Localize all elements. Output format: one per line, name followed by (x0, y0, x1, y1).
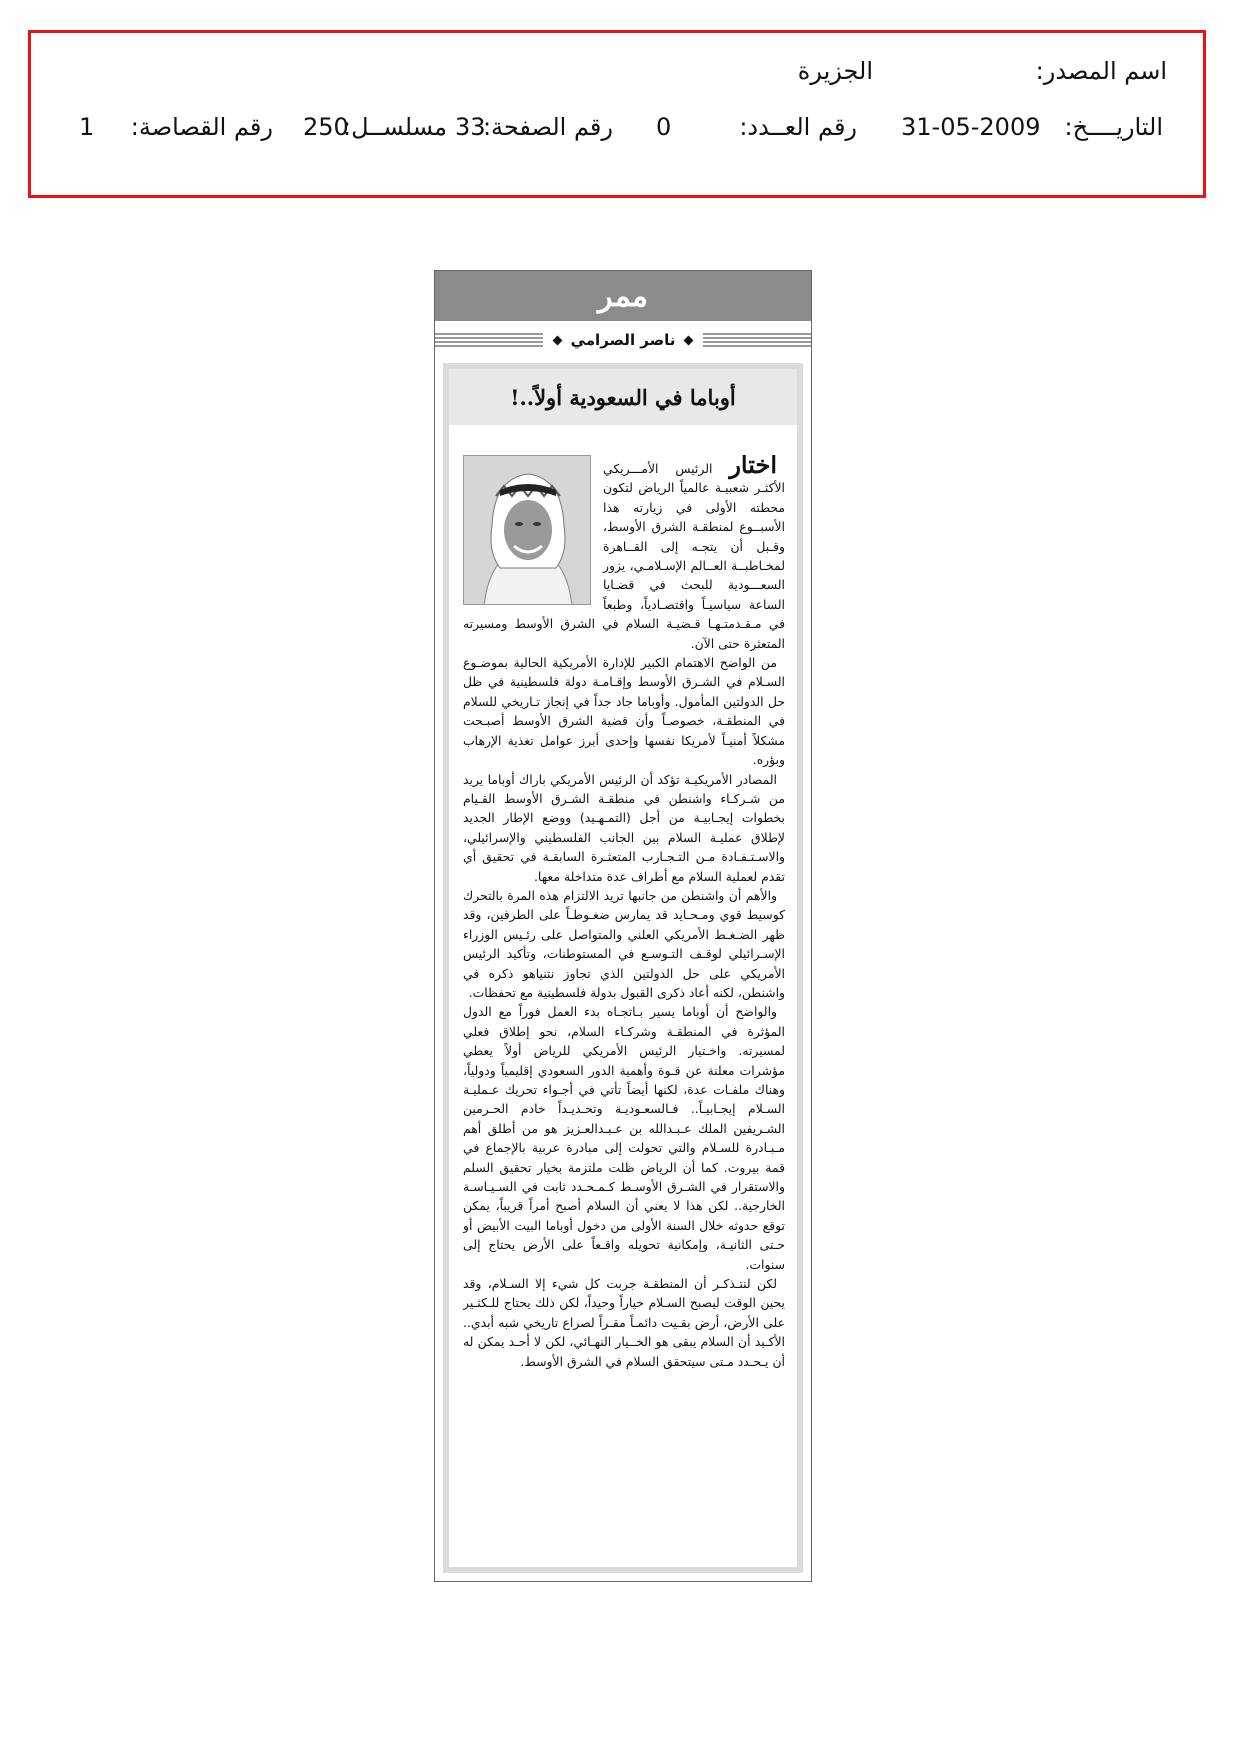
issue-label: رقم العــدد: (739, 113, 857, 141)
byline-stripes-left (435, 333, 543, 347)
serial-label: مسلســل: (343, 113, 447, 141)
byline (435, 327, 811, 353)
serial-value: 250 (303, 113, 349, 141)
paragraph-text: الرئيس الأمـــريكي الأكثـر شعبيـة عالمياً الرياض لتكون محطته الأولى في زيارته هذا الأسبــوع لمنطقـة الشرق الأوسط، وقـبل أن يتجـه إلى القــاهرة لمخـاطبــة العــالم الإسـلامـي، يزور السعـــودية للبحث في قضـايا الساعة سياسيـاً واقتصـادياً، وطبعاً في مـقـدمتـهـا قـضيـة السلام في الشرق الأوسط ومسيرته المتعثرة حتى الآن. (463, 461, 785, 651)
article-paragraph: لكن لنتـذكـر أن المنطقـة جربت كل شيء إلا السـلام، وقد يحين الوقت ليصبح السـلام خياراً وحيداً، لكن ذلك يحتاج للـكثـير على الأرض، أرض بقـيت دائمـاً مقـراً لصراع تاريخي شبه أبدي.. الأكـيد أن السلام يبقى هو الخــيار النهـائي، لكن لا أحـد يمكن له أن يـحـدد مـتى سيتحقق السلام في الشرق الأوسط. (463, 1276, 785, 1369)
article-inner (449, 369, 797, 1567)
source-label: اسم المصدر: (1035, 57, 1167, 85)
newspaper-clipping (434, 270, 812, 1582)
date-label: التاريــــخ: (1064, 113, 1163, 141)
photo-placeholder (463, 455, 597, 611)
article-paragraph: من الواضح الاهتمام الكبير للإدارة الأمريكية الحالية بموضـوع السـلام في الشـرق الأوسط وإقـامـة دولة فلسطينية في ظل حل الدولتين المأمول. وأوباما جاد جداً في إنجاز تـاريخي للسلام في المنطقـة، خصوصـاً وأن قضية الشرق الأوسط أصبـحت مشكلاً أمنيـاً لأمريكا نفسها وإحدى أبرز عوامل تغذية الإرهاب وبؤره. (463, 655, 785, 768)
article-paragraph: المصادر الأمريكيـة تؤكد أن الرئيس الأمريكي باراك أوباما يريد من شـركـاء واشنطن في منطقـة الشـرق الأوسط القـيام بخطوات إيجـابيـة من أجل (التمـهـيد) ووضع الإطار الجديد لإطلاق عمليـة السلام بين الجانب الفلسطيني والإسرائيلي، والاسـتـفـادة مـن التـجـارب المتعثـرة السابقـة في تحقيق أي تقدم لعملية السلام مع أطراف عدة متداخلة معها. (463, 771, 785, 884)
clip-number-label: رقم القصاصة: (130, 113, 273, 141)
article-paragraph: والأهم أن واشنطن من جانبها تريد الالتزام هذه المرة بالتحرك كوسيط قوي ومـحـايد قد يمارس ضغـوطـاً على الطرفين، وقد ظهر الضـغـط الأمريكي العلني والمتواصل على رئـيس الوزراء الإسـرائيلي لوقـف التـوسـع في المستوطنات، وتأكيد الرئيس الأمريكي على حل الدولتين الذي تجاوز نتنياهو ذكره في واشنطن، لكنه أعاد ذكرى القبول بدولة فلسطينية مع تحفظات. (463, 887, 785, 1000)
author-name: ناصر الصرامي (570, 331, 676, 349)
lead-word: اختار (729, 455, 777, 479)
date-value: 31-05-2009 (901, 113, 1041, 141)
diamond-icon (552, 335, 562, 345)
article-paragraph: والواضح أن أوباما يسير بـاتجـاه بدء العمل فوراً مع الدول المؤثرة في المنطقـة وشركـاء السلام، نحو إطلاق فعلي لمسيرته. واخـتيار الرئيس الأمريكي للرياض أولاً يعطي مؤشرات معلنة عن قـوة وأهمية الدور السعودي إقليمياً ودولياً، وهناك ملفـات عدة، لكنها أيضاً تأتي في أجـواء تحريك عـمليـة السـلام إيجـابيـاً.. فـالسعـوديـة وتحـديـداً خادم الحـرمين الشـريفين الملك عـبـدالله بن عـبـدالعـزيز هو من أطلق أهم مـبـادرة للسـلام والتي تحولت إلى مبادرة عربية بالإجماع في قمة بيروت. كما أن الرياض ظلت ملتزمة بخيار تحقيق السلم والاستقرار في الشـرق الأوسـط كـمـحـدد ثابت في السـيـاسـة الخارجية.. لكن هذا لا يعني أن السلام أصبح أمراً قريباً، يمكن توقع حدوثه خلال السنة الأولى من دخول أوباما البيت الأبيض أو حـتى الثانيـة، وإمكانية تحويله واقـعاً على الأرض يحتاج إلى سنوات. (463, 1004, 785, 1272)
diamond-icon (684, 335, 694, 345)
issue-value: 0 (656, 113, 672, 141)
article-body (463, 455, 785, 1557)
clip-number-value: 1 (79, 113, 95, 141)
page-label: رقم الصفحة: (482, 113, 613, 141)
page-value: 33 (455, 113, 486, 141)
byline-stripes-right (703, 333, 811, 347)
article-title: أوباما في السعودية أولاً..! (449, 369, 797, 425)
source-value: الجزيرة (797, 57, 873, 85)
clipping-metadata-box (28, 30, 1206, 198)
article-frame (443, 363, 803, 1573)
column-name: ممر (435, 271, 811, 321)
